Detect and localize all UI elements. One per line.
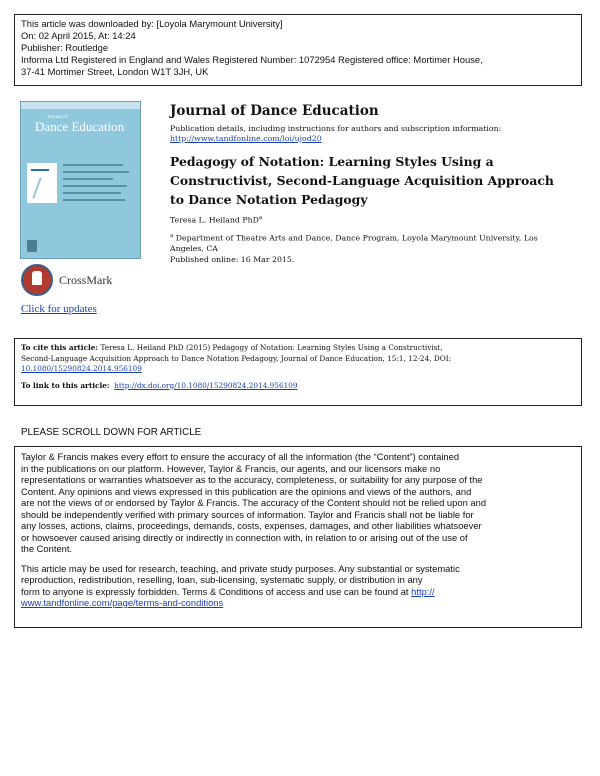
author-affiliation-marker: a: [258, 215, 263, 221]
link-label: To link to this article:: [21, 380, 110, 390]
download-date: On: 02 April 2015, At: 14:24: [21, 30, 136, 41]
cover-publisher-mark: [27, 240, 37, 252]
citation-box: [14, 338, 582, 406]
cover-band: [21, 102, 140, 109]
published-online-date: Published online: 16 Mar 2015.: [170, 255, 295, 265]
journal-name: Journal of Dance Education: [170, 103, 379, 119]
journal-cover-image[interactable]: [20, 101, 141, 259]
cite-text: To cite this article: Teresa L. Heiland PhD (2015) Pedagogy of Notation: Learning Styles Using a Constructivist, Second-Language Acquisition Approach to Dance Notation Pedagogy, Journal of Dance Education, 15:1, 12-24, DOI: 10.1080/15290824.2014.956109: [21, 343, 452, 374]
publisher: Publisher: Routledge: [21, 42, 109, 53]
registration-info: Informa Ltd Registered in England and Wales Registered Number: 1072954 Registered office: Mortimer House,: [21, 54, 483, 65]
article-doi-url-link[interactable]: http://dx.doi.org/10.1080/15290824.2014.956109: [114, 380, 298, 390]
cover-text-lines: [63, 164, 133, 206]
author-affiliation: $^a$ Department of Theatre Arts and Dance, Dance Program, Loyola Marymount University, Los Angeles, CA: [170, 232, 538, 254]
cover-small-label: Journal of: [47, 115, 68, 120]
terms-and-conditions-link[interactable]: www.tandfonline.com/page/terms-and-conditions: [21, 597, 224, 608]
affiliation-marker: a: [170, 232, 174, 239]
scroll-down-notice: PLEASE SCROLL DOWN FOR ARTICLE: [21, 427, 202, 438]
article-title: Pedagogy of Notation: Learning Styles Using a Constructivist, Second-Language Acquisition Approach to Dance Notation Pedagogy: [170, 154, 554, 207]
crossmark-icon: [21, 264, 53, 296]
crossmark-badge[interactable]: [21, 264, 112, 296]
disclaimer-paragraph: Taylor & Francis makes every effort to ensure the accuracy of all the information (the “Content”) contained in the publications on our platform. However, Taylor & Francis, our agents, and our licensors make no representations or warranties whatsoever as to the accuracy, completeness, or suitability for any purpose of the Content. Any opinions and views expressed in this publication are the opinions and views of the authors, and are not the views of or endorsed by Taylor & Francis. The accuracy of the Content should not be relied upon and should be independently verified with primary sources of information. Taylor and Francis shall not be liable for any losses, actions, claims, proceedings, demands, costs, expenses, damages, and other liabilities whatsoever or howsoever caused arising directly or indirectly in connection with, in relation to or arising out of the use of the Content.: [21, 451, 487, 554]
publication-details: Publication details, including instructions for authors and subscription information: http://www.tandfonline.com/loi/ujod20: [170, 124, 502, 143]
download-info-box: [14, 14, 582, 86]
terms-url-link-part1[interactable]: http://: [411, 585, 435, 597]
cover-title: Journal of Dance Education: [35, 115, 125, 134]
link-row: [21, 381, 575, 392]
journal-url-link[interactable]: http://www.tandfonline.com/loi/ujod20: [170, 134, 322, 143]
crossmark-label: CrossMark: [59, 272, 113, 287]
cite-label: To cite this article:: [21, 343, 99, 352]
cover-panel: [27, 163, 57, 203]
downloaded-by: This article was downloaded by: [Loyola Marymount University]: [21, 18, 283, 29]
usage-paragraph: This article may be used for research, teaching, and private study purposes. Any substantial or systematic reproduction, redistribution, reselling, loan, sub-licensing, systematic supply, or distribution in any form to anyone is expressly forbidden. Terms & Conditions of access and use can be found at http:// www.tandfonline.com/page/terms-and-conditions: [21, 563, 575, 609]
registered-address: 37-41 Mortimer Street, London W1T 3JH, UK: [21, 66, 209, 77]
click-for-updates-link[interactable]: Click for updates: [21, 303, 97, 315]
doi-link[interactable]: 10.1080/15290824.2014.956109: [21, 364, 142, 374]
terms-box: [14, 446, 582, 628]
article-author: Teresa L. Heiland PhD$^a$: [170, 215, 263, 225]
article-info: [170, 101, 580, 264]
